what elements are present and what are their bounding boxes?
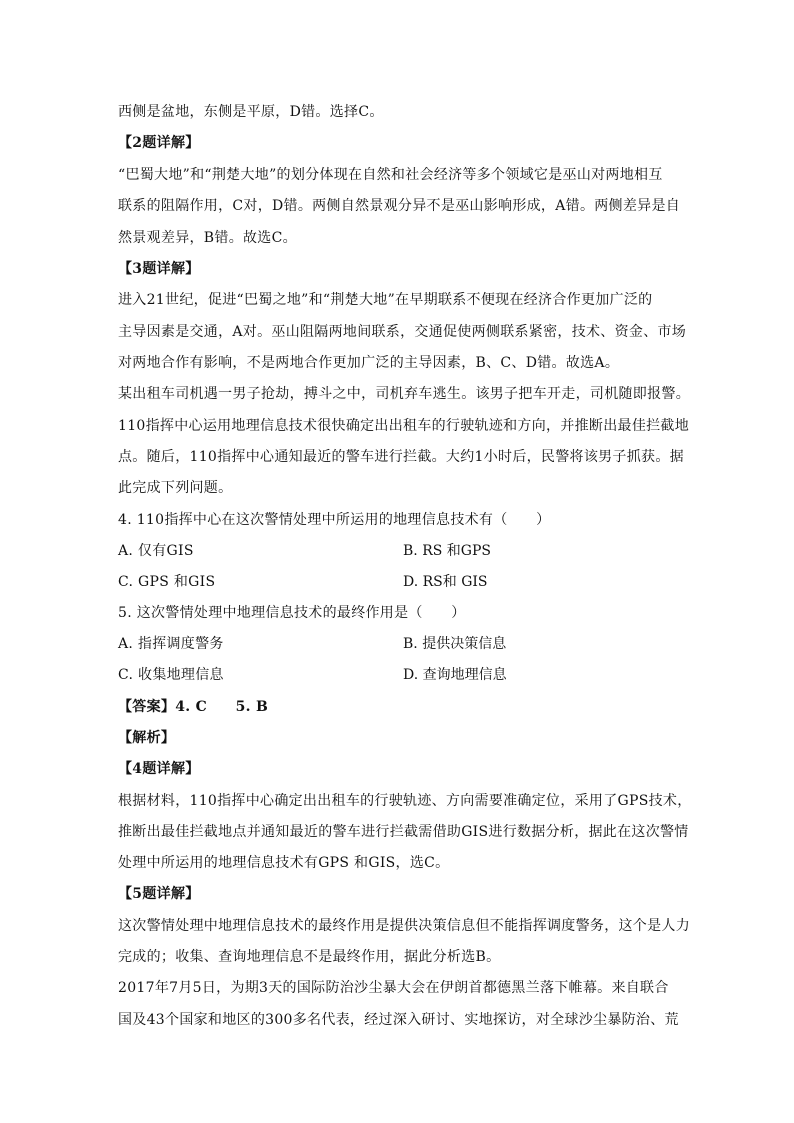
analysis-heading: 【解析】	[118, 730, 176, 746]
q5-option-d: D. 查询地理信息	[403, 667, 507, 683]
text-line: 点。随后，110指挥中心通知最近的警车进行拦截。大约1小时后，民警将该男子抓获。据	[118, 449, 684, 465]
q4-detail-heading: 【4题详解】	[118, 761, 200, 777]
text-line: 110指挥中心运用地理信息技术很快确定出出租车的行驶轨迹和方向，并推断出最佳拦截地	[118, 418, 690, 434]
text-line: 对两地合作有影响，不是两地合作更加广泛的主导因素，B、C、D错。故选A。	[118, 355, 620, 371]
text-line: 国及43个国家和地区的300多名代表，经过深入研讨、实地探访，对全球沙尘暴防治、荒	[118, 1012, 679, 1028]
text-line: 此完成下列问题。	[118, 480, 233, 496]
text-line: 联系的阻隔作用，C对，D错。两侧自然景观分异不是巫山影响形成，A错。两侧差异是自	[118, 198, 681, 214]
text-line: 主导因素是交通，A对。巫山阻隔两地间联系，交通促使两侧联系紧密，技术、资金、市场	[118, 324, 687, 340]
q5-option-c: C. 收集地理信息	[118, 667, 224, 683]
text-line: 进入21世纪，促进“巴蜀之地”和“荆楚大地”在早期联系不便现在经济合作更加广泛的	[118, 292, 653, 308]
text-line: 根据材料，110指挥中心确定出出租车的行驶轨迹、方向需要准确定位，采用了GPS技术，	[118, 793, 692, 809]
q4-option-d: D. RS和 GIS	[403, 574, 488, 590]
question-4-stem: 4. 110指挥中心在这次警情处理中所运用的地理信息技术有（ ）	[118, 512, 551, 528]
text-line: “巴蜀大地”和“荆楚大地”的划分体现在自然和社会经济等多个领域它是巫山对两地相互	[118, 167, 663, 183]
text-line: 这次警情处理中地理信息技术的最终作用是提供决策信息但不能指挥调度警务，这个是人力	[118, 918, 690, 934]
question-5-stem: 5. 这次警情处理中地理信息技术的最终作用是（ ）	[118, 605, 466, 621]
answer-line: 【答案】4. C 5. B	[118, 699, 269, 715]
q5-option-b: B. 提供决策信息	[403, 636, 507, 652]
text-line: 某出租车司机遇一男子抢劫，搏斗之中，司机弃车逃生。该男子把车开走，司机随即报警。	[118, 386, 690, 402]
text-line: 然景观差异，B错。故选C。	[118, 230, 297, 246]
q4-option-a: A. 仅有GIS	[118, 543, 194, 559]
text-line: 完成的；收集、查询地理信息不是最终作用，据此分析选B。	[118, 949, 501, 965]
text-line: 推断出最佳拦截地点并通知最近的警车进行拦截需借助GIS进行数据分析，据此在这次警情	[118, 824, 689, 840]
section-heading: 【3题详解】	[118, 261, 200, 277]
q4-option-b: B. RS 和GPS	[403, 543, 491, 559]
text-line: 2017年7月5日，为期3天的国际防治沙尘暴大会在伊朗首都德黑兰落下帷幕。来自联合	[118, 980, 669, 996]
q5-option-a: A. 指挥调度警务	[118, 636, 224, 652]
text-line: 西侧是盆地，东侧是平原，D错。选择C。	[118, 104, 384, 120]
text-line: 处理中所运用的地理信息技术有GPS 和GIS，选C。	[118, 855, 450, 871]
q5-detail-heading: 【5题详解】	[118, 886, 200, 902]
section-heading: 【2题详解】	[118, 135, 200, 151]
q4-option-c: C. GPS 和GIS	[118, 574, 216, 590]
